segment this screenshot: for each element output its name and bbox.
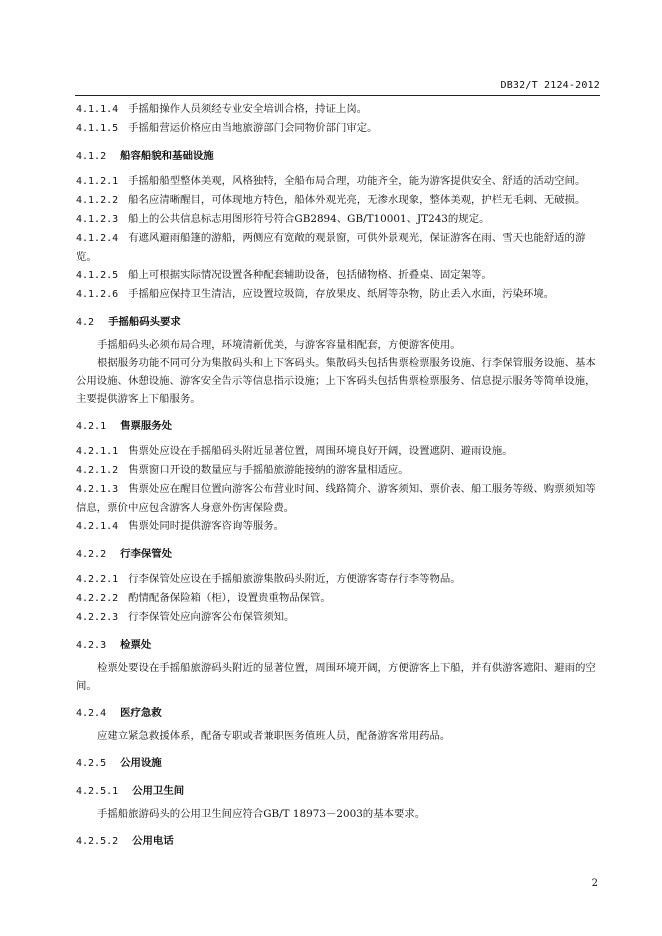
clause-text: 有遮风避雨船篷的游船，两侧应有宽敞的观景窗，可供外景观光，保证游客在雨、雪天也能舒适的游览。: [76, 232, 586, 263]
clause-item: [76, 442, 600, 461]
clause-number: 4.2.4: [76, 708, 107, 719]
clause-text: 手摇船营运价格应由当地旅游部门会同物价部门审定。: [128, 122, 378, 134]
clause-text: 售票处应设在手摇船码头附近显著位置，周围环境良好开阔，设置遮阴、避雨设施。: [128, 445, 513, 457]
clause-number: 4.2.2.1: [76, 574, 119, 585]
clause-text: 售票服务处: [120, 420, 173, 432]
clause-number: 4.2: [76, 317, 95, 328]
section-heading: [76, 313, 600, 332]
clause-text: 船上的公共信息标志用图形符号符合GB2894、GB/T10001、JT243的规定。: [128, 213, 490, 225]
clause-item: [76, 461, 600, 480]
clause-item: [76, 480, 600, 517]
standard-code-header: DB32/T 2124-2012: [500, 80, 600, 91]
clause-number: 4.2.5: [76, 758, 107, 769]
body-paragraph: [76, 336, 600, 354]
clause-text: 售票处应在醒目位置向游客公布营业时间、线路简介、游客须知、票价表、船工服务等级、购票须知等信息，票价中应包含游客人身意外伤害保险费。: [76, 483, 596, 514]
clause-text: 手摇船码头要求: [108, 316, 181, 328]
section-heading: [76, 754, 600, 773]
clause-item: [76, 517, 600, 536]
clause-item: [76, 172, 600, 191]
section-heading: [76, 832, 600, 851]
body-paragraph: [76, 659, 600, 695]
clause-number: 4.1.2.4: [76, 233, 119, 244]
page-number: 2: [591, 878, 598, 889]
clause-text: 船名应清晰醒目，可体现地方特色，船体外观光亮，无渗水现象，整体美观，护栏无毛刺、无破损。: [128, 194, 586, 206]
clause-text: 行李保管处: [120, 548, 173, 560]
clause-number: 4.1.2.6: [76, 289, 119, 300]
clause-item: [76, 100, 600, 119]
clause-text: 医疗急救: [120, 707, 162, 719]
clause-number: 4.2.1: [76, 421, 107, 432]
clause-number: 4.1.2.3: [76, 214, 119, 225]
section-heading: [76, 704, 600, 723]
clause-text: 公用卫生间: [132, 785, 185, 797]
section-heading: [76, 636, 600, 655]
clause-text: 应建立紧急救援体系，配备专职或者兼职医务值班人员，配备游客常用药品。: [97, 730, 451, 742]
clause-item: [76, 608, 600, 627]
clause-text: 行李保管处应设在手摇船旅游集散码头附近，方便游客寄存行李等物品。: [128, 573, 461, 585]
clause-text: 船上可根据实际情况设置各种配套辅助设备，包括储物格、折叠桌、固定架等。: [128, 269, 492, 281]
clause-text: 公用设施: [120, 757, 162, 769]
clause-text: 行李保管处应向游客公布保管须知。: [128, 611, 295, 623]
clause-number: 4.2.1.4: [76, 521, 119, 532]
clause-number: 4.2.5.1: [76, 786, 119, 797]
clause-item: [76, 210, 600, 229]
clause-number: 4.1.2.5: [76, 270, 119, 281]
clause-item: [76, 119, 600, 138]
clause-number: 4.1.1.4: [76, 104, 119, 115]
clause-item: [76, 229, 600, 266]
clause-number: 4.2.3: [76, 640, 107, 651]
section-heading: [76, 545, 600, 564]
clause-text: 手摇船船型整体美观，风格独特，全船布局合理，功能齐全，能为游客提供安全、舒适的活动空间。: [128, 175, 586, 187]
clause-item: [76, 589, 600, 608]
clause-text: 售票窗口开设的数量应与手摇船旅游能接纳的游客量相适应。: [128, 464, 409, 476]
clause-number: 4.2.2: [76, 549, 107, 560]
clause-text: 检票处要设在手摇船旅游码头附近的显著位置，周围环境开阔，方便游客上下船，并有供游客遮阳、避雨的空间。: [76, 662, 596, 692]
body-paragraph: [76, 354, 600, 408]
clause-text: 手摇船应保持卫生清洁，应设置垃圾筒，存放果皮、纸屑等杂物，防止丢入水面，污染环境。: [128, 288, 555, 300]
clause-text: 公用电话: [132, 835, 174, 847]
clause-number: 4.1.2: [76, 151, 107, 162]
clause-number: 4.1.2.2: [76, 195, 119, 206]
clause-text: 根据服务功能不同可分为集散码头和上下客码头。集散码头包括售票检票服务设施、行李保管服务设施、基本公用设施、休憩设施、游客安全告示等信息指示设施；上下客码头包括售票检票服务、信息提示服务等简单设施，主要提供游客上下船服务。: [76, 357, 596, 405]
body-paragraph: [76, 727, 600, 745]
clause-text: 售票处同时提供游客咨询等服务。: [128, 520, 285, 532]
section-heading: [76, 417, 600, 436]
clause-number: 4.2.1.1: [76, 446, 119, 457]
document-body: [76, 100, 600, 851]
clause-text: 手摇船码头必须布局合理，环境清新优美，与游客容量相配套，方便游客使用。: [97, 339, 461, 351]
clause-number: 4.2.2.3: [76, 612, 119, 623]
clause-text: 手摇船旅游码头的公用卫生间应符合GB/T 18973－2003的基本要求。: [97, 808, 426, 820]
section-heading: [76, 147, 600, 166]
clause-item: [76, 285, 600, 304]
clause-number: 4.2.1.2: [76, 465, 119, 476]
clause-text: 检票处: [120, 639, 152, 651]
clause-number: 4.2.5.2: [76, 836, 119, 847]
clause-item: [76, 266, 600, 285]
clause-number: 4.2.1.3: [76, 484, 119, 495]
body-paragraph: [76, 805, 600, 823]
clause-item: [76, 570, 600, 589]
clause-text: 船容船貌和基础设施: [120, 150, 214, 162]
clause-item: [76, 191, 600, 210]
clause-number: 4.1.1.5: [76, 123, 119, 134]
header-rule: [75, 95, 600, 96]
clause-text: 酌情配备保险箱（柜），设置贵重物品保管。: [128, 592, 331, 604]
section-heading: [76, 782, 600, 801]
clause-number: 4.2.2.2: [76, 593, 119, 604]
clause-text: 手摇船操作人员须经专业安全培训合格，持证上岗。: [128, 103, 368, 115]
clause-number: 4.1.2.1: [76, 176, 119, 187]
